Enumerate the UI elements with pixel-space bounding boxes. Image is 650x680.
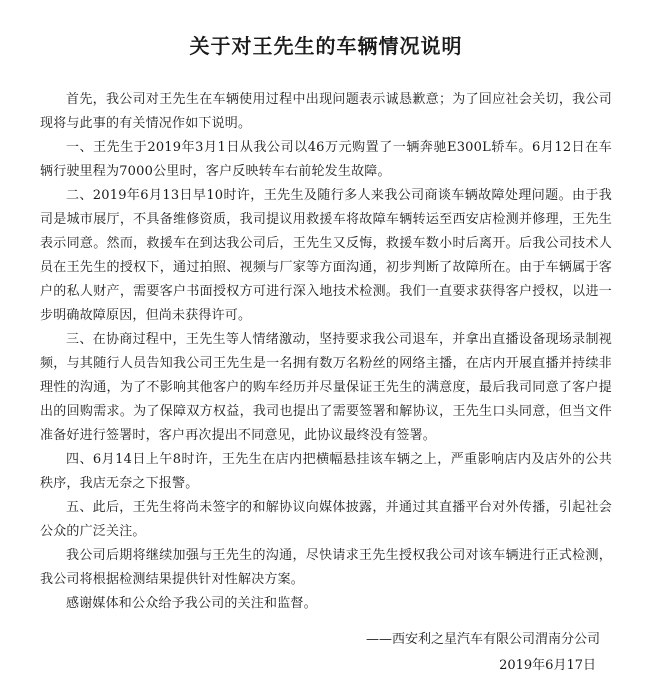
signature-line: ——西安利之星汽车有限公司渭南分公司 (365, 632, 600, 647)
paragraph-followup: 我公司后期将继续加强与王先生的沟通，尽快请求王先生授权我公司对该车辆进行正式检测，我公司将根据检测结果提供针对性解决方案。 (40, 548, 612, 587)
document-date: 2019年6月17日 (499, 658, 596, 673)
paragraph-section-3: 三、在协商过程中，王先生等人情绪激动，坚持要求我公司退车，并拿出直播设备现场录制视频，与其随行人员告知我公司王先生是一名拥有数万名粉丝的网络主播，在店内开展直播并持续非理性的沟通，为了不影响其他客户的购车经历并尽量保证王先生的满意度，最后我司同意了客户提出的回购需求。为了保障双方权益，我司也提出了需要签署和解协议，王先生口头同意，但当文件准备好进行签署时，客户再次提出不同意见，此协议最终没有签署。 (40, 332, 612, 443)
document-title: 关于对王先生的车辆情况说明 (189, 34, 463, 58)
paragraph-section-1: 一、王先生于2019年3月1日从我公司以46万元购置了一辆奔驰E300L轿车。6月12日在车辆行驶里程为7000公里时，客户反映转车右前轮发生故障。 (40, 140, 612, 179)
paragraph-intro: 首先，我公司对王先生在车辆使用过程中出现问题表示诚恳歉意；为了回应社会关切，我公司现将与此事的有关情况作如下说明。 (40, 92, 612, 131)
paragraph-thanks: 感谢媒体和公众给予我公司的关注和监督。 (66, 596, 317, 611)
paragraph-section-5: 五、此后，王先生将尚未签字的和解协议向媒体披露，并通过其直播平台对外传播，引起社会公众的广泛关注。 (40, 500, 612, 539)
paragraph-section-4: 四、6月14日上午8时许，王先生在店内把横幅悬挂该车辆之上，严重影响店内及店外的公共秩序，我店无奈之下报警。 (40, 452, 612, 491)
paragraph-section-2: 二、2019年6月13日早10时许，王先生及随行多人来我公司商谈车辆故障处理问题。由于我司是城市展厅，不具备维修资质，我司提议用救援车将故障车辆转运至西安店检测并修理，王先生表示同意。然而，救援车在到达我公司后，王先生又反悔，救援车数小时后离开。后我公司技术人员在王先生的授权下，通过拍照、视频与厂家等方面沟通，初步判断了故障所在。由于车辆属于客户的私人财产，需要客户书面授权方可进行深入地技术检测。我们一直要求获得客户授权，以进一步明确故障原因，但尚未获得许可。 (40, 188, 612, 323)
